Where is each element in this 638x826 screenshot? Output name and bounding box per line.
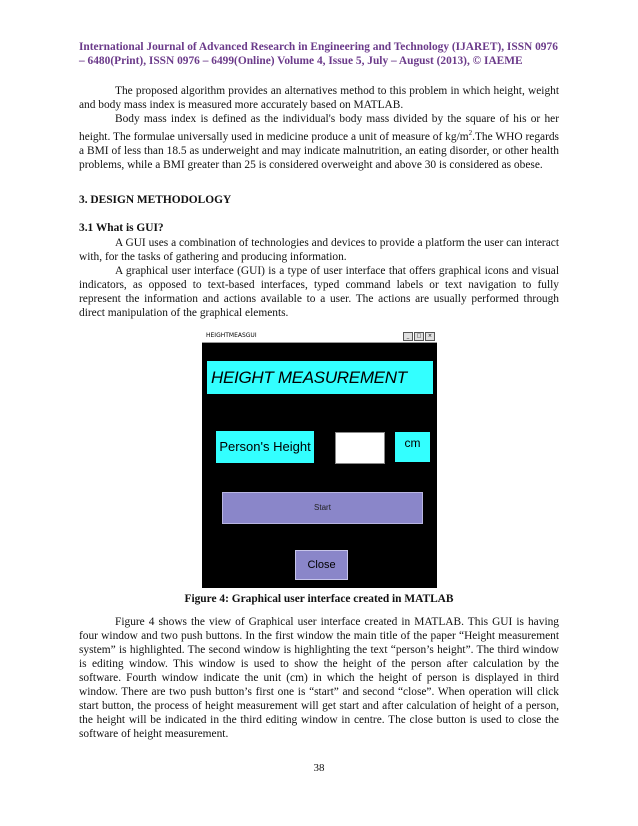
gui-window-titlebar xyxy=(202,330,437,343)
section-3-1-body xyxy=(79,236,559,320)
height-value-field[interactable] xyxy=(335,432,385,464)
gui-paragraph-2: A graphical user interface (GUI) is a type of user interface that offers graphical icons and visual indicators, as opposed to text-based interfaces, typed command labels or text navigation to fully represent the information and actions available to a user. The actions are usually performed through direct manipulation of the graphical elements. xyxy=(79,265,559,319)
unit-label: cm xyxy=(395,432,430,462)
gui-window-title: HEIGHTMEASGUI xyxy=(206,332,257,339)
bmi-text-end: .The WHO regards a BMI of less than 18.5 as underweight and may indicate malnutrition, an eating disorder, or other health problems, while a BMI greater than 25 is considered overweight and above 30 is considered as obese. xyxy=(79,130,559,171)
section-3-1-heading: 3.1 What is GUI? xyxy=(79,222,164,234)
persons-height-label: Person's Height xyxy=(216,431,314,463)
journal-header-line2: – 6480(Print), ISSN 0976 – 6499(Online) Volume 4, Issue 5, July – August (2013), © IAEME xyxy=(79,55,523,67)
section-3-heading: 3. DESIGN METHODOLOGY xyxy=(79,194,232,206)
bmi-text-start: Body mass index is defined as the individual's body mass divided by the square of his or her height. The formulae universally used in medicine produce a unit of measure of kg/m xyxy=(79,113,559,143)
description-paragraph: Figure 4 shows the view of Graphical user interface created in MATLAB. This GUI is having four window and two push buttons. In the first window the main title of the paper “Height measurement system” is highlighted. The second window is highlighting the text “person’s height”. The third window is editing window. This window is used to show the height of the person after calculation by the software. Fourth window indicate the unit (cm) in which the height of person is displayed in third window. There are two push button’s first one is “start” and second “close”. When operation will click start button, the process of height measurement will get start and after calculation of height of a person, the height will be indicated in the third editing window in centre. The close button is used to close the software of height measurement. xyxy=(79,616,559,740)
journal-header-line1: International Journal of Advanced Research in Engineering and Technology (IJARET), ISSN 0976 xyxy=(79,41,558,53)
journal-header xyxy=(79,40,559,68)
maximize-icon[interactable]: □ xyxy=(414,332,424,341)
gui-paragraph-1: A GUI uses a combination of technologies and devices to provide a platform the user can interact with, for the tasks of gathering and producing information. xyxy=(79,237,559,263)
intro-section xyxy=(79,84,559,172)
minimize-icon[interactable]: _ xyxy=(403,332,413,341)
gui-app-title: HEIGHT MEASUREMENT SYSTEM xyxy=(207,361,433,394)
intro-paragraph-1: The proposed algorithm provides an alternatives method to this problem in which height, weight and body mass index is measured more accurately based on MATLAB. xyxy=(79,85,559,111)
start-button[interactable]: Start xyxy=(222,492,423,524)
page-number: 38 xyxy=(313,762,325,774)
close-button[interactable]: Close xyxy=(295,550,348,580)
intro-paragraph-2 xyxy=(79,112,559,172)
figure-caption: Figure 4: Graphical user interface created in MATLAB xyxy=(184,593,454,605)
description-section xyxy=(79,615,559,741)
unit-superscript: 2 xyxy=(468,129,473,137)
close-icon[interactable]: × xyxy=(425,332,435,341)
matlab-gui-figure xyxy=(202,330,437,588)
